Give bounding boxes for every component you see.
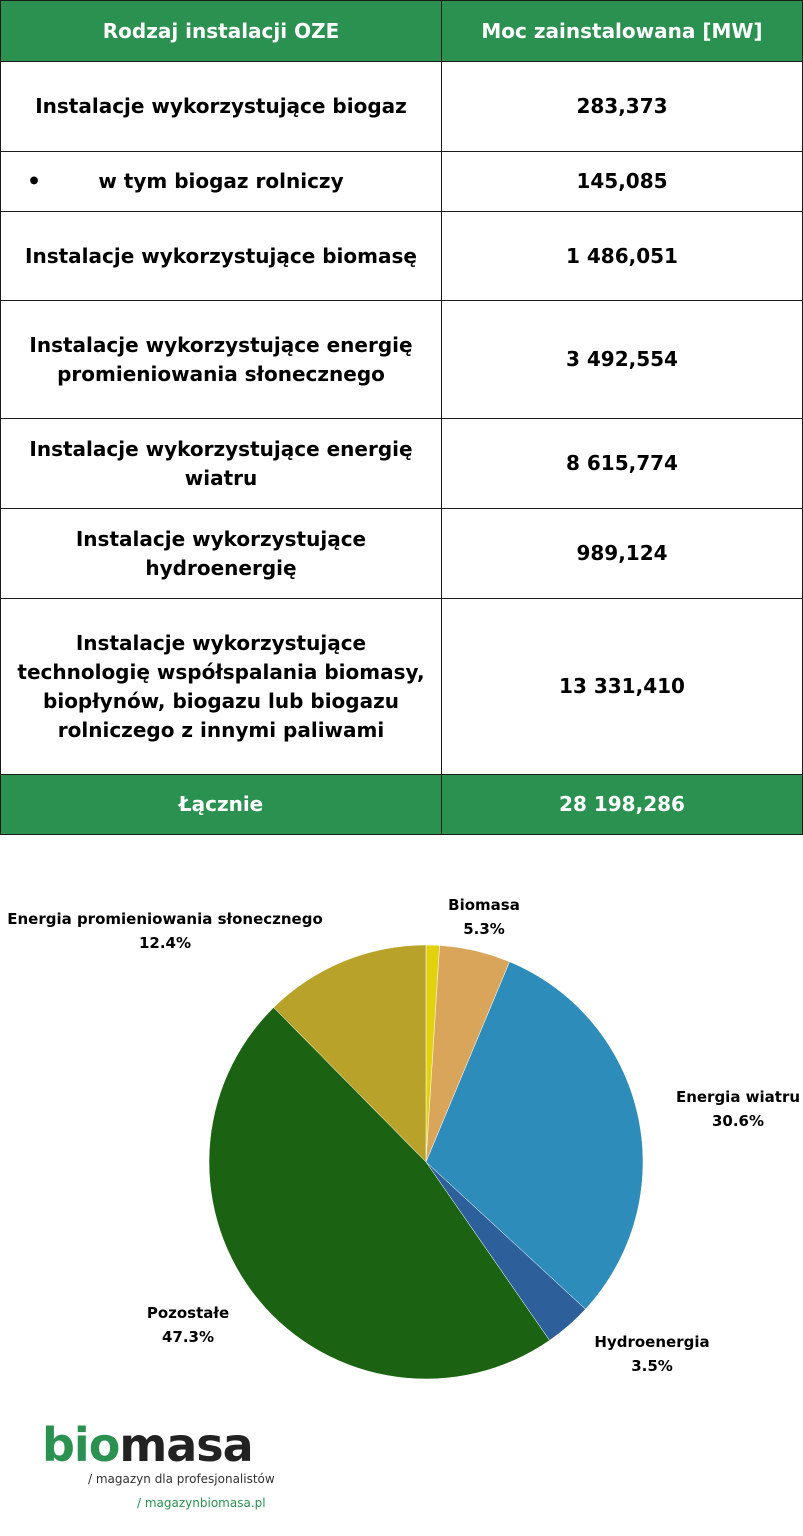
row-label: Instalacje wykorzystujące technologię współspalania biomasy, biopłynów, biogazu lub biogazu rolniczego z innymi paliwami: [1, 599, 442, 775]
label-biomasa-name: Biomasa: [448, 896, 520, 914]
row-label: Instalacje wykorzystujące biogaz: [1, 62, 442, 152]
row-label: Instalacje wykorzystujące energię wiatru: [1, 419, 442, 509]
logo-tagline: / magazyn dla profesjonalistów: [88, 1472, 275, 1486]
logo-masa: masa: [119, 1418, 253, 1472]
row-value: 145,085: [442, 152, 803, 212]
label-wiatr-name: Energia wiatru: [675, 1088, 801, 1106]
row-value: 283,373: [442, 62, 803, 152]
label-pozostale-pct: 47.3%: [161, 1328, 215, 1346]
row-label: Instalacje wykorzystujące energię promieniowania słonecznego: [1, 301, 442, 419]
header-type: Rodzaj instalacji OZE: [1, 1, 442, 62]
row-label: Instalacje wykorzystujące hydroenergię: [1, 509, 442, 599]
table-row: [1, 152, 803, 212]
table-total-row: [1, 775, 803, 835]
row-label: w tym biogaz rolniczy: [98, 169, 344, 193]
label-slonce-pct: 12.4%: [138, 934, 192, 952]
label-slonce-name: Energia promieniowania słonecznego: [7, 910, 323, 928]
table-row: [1, 509, 803, 599]
logo-url: / magazynbiomasa.pl: [137, 1496, 266, 1510]
row-label-cell: [1, 152, 442, 212]
label-hydro-name: Hydroenergia: [594, 1333, 710, 1351]
logo-bio: bio: [42, 1418, 120, 1472]
pie-chart: [0, 840, 803, 1400]
row-value: 3 492,554: [442, 301, 803, 419]
row-value: 13 331,410: [442, 599, 803, 775]
label-biomasa-pct: 5.3%: [463, 920, 505, 938]
table-header-row: [1, 1, 803, 62]
bullet-icon: •: [27, 169, 42, 194]
table-row: [1, 599, 803, 775]
table-row: [1, 419, 803, 509]
label-hydro-pct: 3.5%: [631, 1357, 673, 1375]
row-label: Instalacje wykorzystujące biomasę: [1, 212, 442, 301]
biomasa-logo: [42, 1420, 275, 1510]
pie-slices: [209, 945, 643, 1379]
total-value: 28 198,286: [442, 775, 803, 835]
label-wiatr-pct: 30.6%: [711, 1112, 765, 1130]
header-power: Moc zainstalowana [MW]: [442, 1, 803, 62]
row-value: 989,124: [442, 509, 803, 599]
label-pozostale-name: Pozostałe: [146, 1304, 230, 1322]
total-label: Łącznie: [1, 775, 442, 835]
row-value: 1 486,051: [442, 212, 803, 301]
logo-wordmark: [42, 1420, 275, 1470]
table-row: [1, 62, 803, 152]
table-row: [1, 301, 803, 419]
table-row: [1, 212, 803, 301]
row-value: 8 615,774: [442, 419, 803, 509]
